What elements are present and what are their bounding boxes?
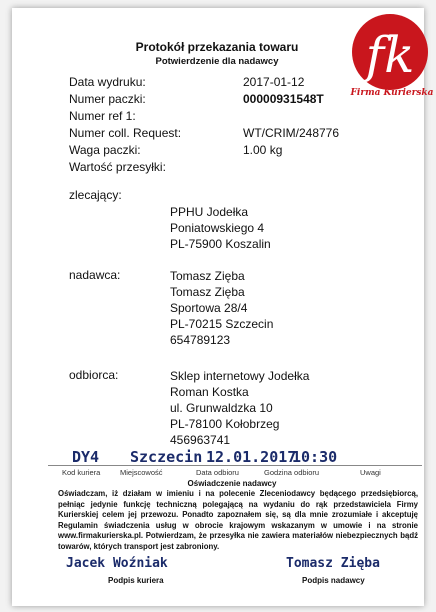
party-sender-address [170, 268, 273, 348]
courier-signature: Jacek Woźniak [66, 556, 168, 571]
document-subtitle: Potwierdzenie dla nadawcy [155, 56, 279, 67]
address-line: Roman Kostka [170, 385, 249, 399]
logo-letters: fk [365, 26, 415, 84]
field-value-weight: 1.00 kg [243, 143, 283, 157]
sender-signature: Tomasz Zięba [286, 556, 380, 571]
pickup-divider [48, 465, 422, 466]
courier-code: DY4 [72, 448, 100, 466]
field-label-coll-request: Numer coll. Request: [69, 126, 182, 140]
party-recipient-address [170, 368, 309, 448]
declaration-title: Oświadczenie nadawcy [187, 479, 277, 488]
logo-caption: Firma Kurierska [350, 88, 434, 98]
party-label-sender: nadawca: [69, 268, 121, 282]
pickup-date: 12.01.2017 [206, 448, 297, 466]
document-title: Protokół przekazania towaru [135, 40, 299, 54]
party-label-orderer: zlecający: [69, 188, 122, 202]
field-label-parcel-number: Numer paczki: [69, 92, 146, 106]
label-notes: Uwagi [360, 468, 381, 477]
firm-logo-icon [347, 12, 433, 98]
address-line: PL-70215 Szczecin [170, 317, 274, 331]
address-line: Poniatowskiego 4 [170, 221, 265, 235]
address-line: ul. Grunwaldzka 10 [170, 401, 273, 415]
pickup-info-row [48, 448, 422, 466]
label-time: Godzina odbioru [264, 468, 320, 477]
address-line: PPHU Jodełka [170, 205, 249, 219]
label-courier-code: Kod kuriera [62, 468, 101, 477]
label-place: Miejscowość [120, 468, 163, 477]
field-value-print-date: 2017-01-12 [243, 75, 305, 89]
address-line: Tomasz Zięba [170, 285, 245, 299]
field-label-ref-number: Numer ref 1: [69, 109, 136, 123]
field-label-value: Wartość przesyłki: [69, 160, 166, 174]
field-label-weight: Waga paczki: [69, 143, 141, 157]
address-line: Sklep internetowy Jodełka [170, 369, 310, 383]
document-sheet [12, 8, 434, 606]
address-line: Sportowa 28/4 [170, 301, 248, 315]
address-line: PL-75900 Koszalin [170, 237, 271, 251]
declaration-text: Oświadczam, iż działam w imieniu i na polecenie Zleceniodawcy będącego przedsiębiorcą, pełniąc jedynie funkcję techniczną polegającą na wydaniu do rąk przedstawiciela Firmy Kurierskiej celem jej przewozu. Ponadto zapoznałem się, są dla mnie zrozumiałe i akceptuję Regulamin świadczenia usług w obrocie krajowym wskazanym w umowie i na stronie www.firmakurierska.pl. Potwierdzam, że przesyłka nie zawiera materiałów niebezpiecznych bądź towarów, których transport jest zabroniony. [58, 489, 418, 551]
address-line: PL-78100 Kołobrzeg [170, 417, 280, 431]
address-line: 654789123 [170, 333, 231, 347]
field-value-coll-request: WT/CRIM/248776 [243, 126, 340, 140]
address-line: 456963741 [170, 433, 231, 447]
pickup-time: 10:30 [292, 448, 338, 466]
courier-signature-label: Podpis kuriera [108, 576, 164, 585]
pickup-place: Szczecin [130, 448, 203, 466]
party-label-recipient: odbiorca: [69, 368, 119, 382]
field-value-parcel-number: 00000931548T [243, 92, 324, 106]
party-orderer-address [170, 204, 271, 252]
address-line: Tomasz Zięba [170, 269, 245, 283]
label-date: Data odbioru [196, 468, 239, 477]
field-label-print-date: Data wydruku: [69, 75, 146, 89]
sender-signature-label: Podpis nadawcy [302, 576, 365, 585]
